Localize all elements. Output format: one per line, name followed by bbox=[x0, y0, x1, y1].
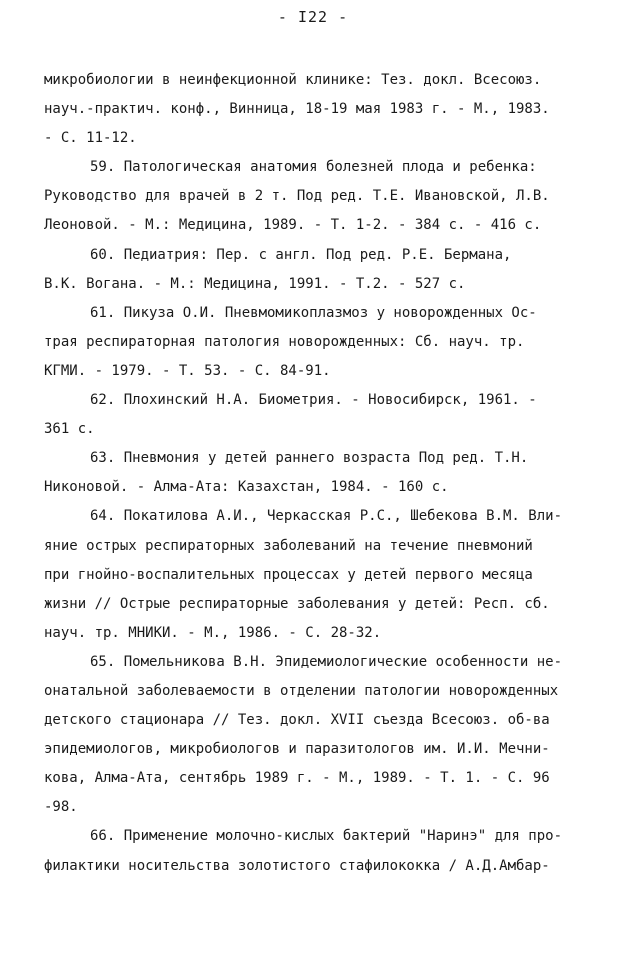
text-line: кова, Алма-Ата, сентябрь 1989 г. - М., 1989. - Т. 1. - С. 96 bbox=[44, 770, 550, 787]
text-line: КГМИ. - 1979. - Т. 53. - С. 84-91. bbox=[44, 362, 331, 379]
text-line: жизни // Острые респираторные заболевания у детей: Респ. сб. bbox=[44, 595, 550, 612]
text-line: 62. Плохинский Н.А. Биометрия. - Новосибирск, 1961. - bbox=[90, 392, 537, 409]
text-line: 60. Педиатрия: Пер. с англ. Под ред. Р.Е. Бермана, bbox=[90, 246, 512, 263]
text-line: детского стационара // Тез. докл. XVII съезда Всесоюз. об-ва bbox=[44, 712, 550, 729]
text-line: 63. Пневмония у детей раннего возраста Под ред. Т.Н. bbox=[90, 450, 529, 467]
text-line: Леоновой. - М.: Медицина, 1989. - Т. 1-2. - 384 с. - 416 с. bbox=[44, 217, 542, 234]
text-line: трая респираторная патология новорожденных: Сб. науч. тр. bbox=[44, 333, 525, 350]
text-line: эпидемиологов, микробиологов и паразитологов им. И.И. Мечни- bbox=[44, 741, 550, 758]
text-line: В.К. Вогана. - М.: Медицина, 1991. - Т.2. - 527 с. bbox=[44, 275, 466, 292]
text-line: 61. Пикуза О.И. Пневмомикоплазмоз у новорожденных Ос- bbox=[90, 304, 537, 321]
text-line: науч.-практич. конф., Винница, 18-19 мая 1983 г. - М., 1983. bbox=[44, 101, 550, 118]
text-line: яние острых респираторных заболеваний на течение пневмоний bbox=[44, 537, 533, 554]
text-line: 65. Помельникова В.Н. Эпидемиологические особенности не- bbox=[90, 653, 563, 670]
text-line: 66. Применение молочно-кислых бактерий "Наринэ" для про- bbox=[90, 828, 563, 845]
text-line: 59. Патологическая анатомия болезней плода и ребенка: bbox=[90, 159, 537, 176]
text-line: Никоновой. - Алма-Ата: Казахстан, 1984. - 160 с. bbox=[44, 479, 449, 496]
text-line: при гнойно-воспалительных процессах у детей первого месяца bbox=[44, 566, 533, 583]
bibliography-text bbox=[44, 66, 584, 881]
text-line: онатальной заболеваемости в отделении патологии новорожденных bbox=[44, 682, 559, 699]
text-line: филактики носительства золотистого стафилококка / А.Д.Амбар- bbox=[44, 857, 550, 874]
text-line: Руководство для врачей в 2 т. Под ред. Т.Е. Ивановской, Л.В. bbox=[44, 188, 550, 205]
text-line: науч. тр. МНИКИ. - М., 1986. - С. 28-32. bbox=[44, 624, 382, 641]
text-line: - С. 11-12. bbox=[44, 130, 137, 147]
text-line: микробиологии в неинфекционной клинике: Тез. докл. Всесоюз. bbox=[44, 72, 542, 88]
text-line: 64. Покатилова А.И., Черкасская Р.С., Шебекова В.М. Вли- bbox=[90, 508, 563, 525]
text-line: 361 с. bbox=[44, 421, 95, 438]
page-number: - I22 - bbox=[277, 8, 349, 26]
text-line: -98. bbox=[44, 799, 78, 816]
